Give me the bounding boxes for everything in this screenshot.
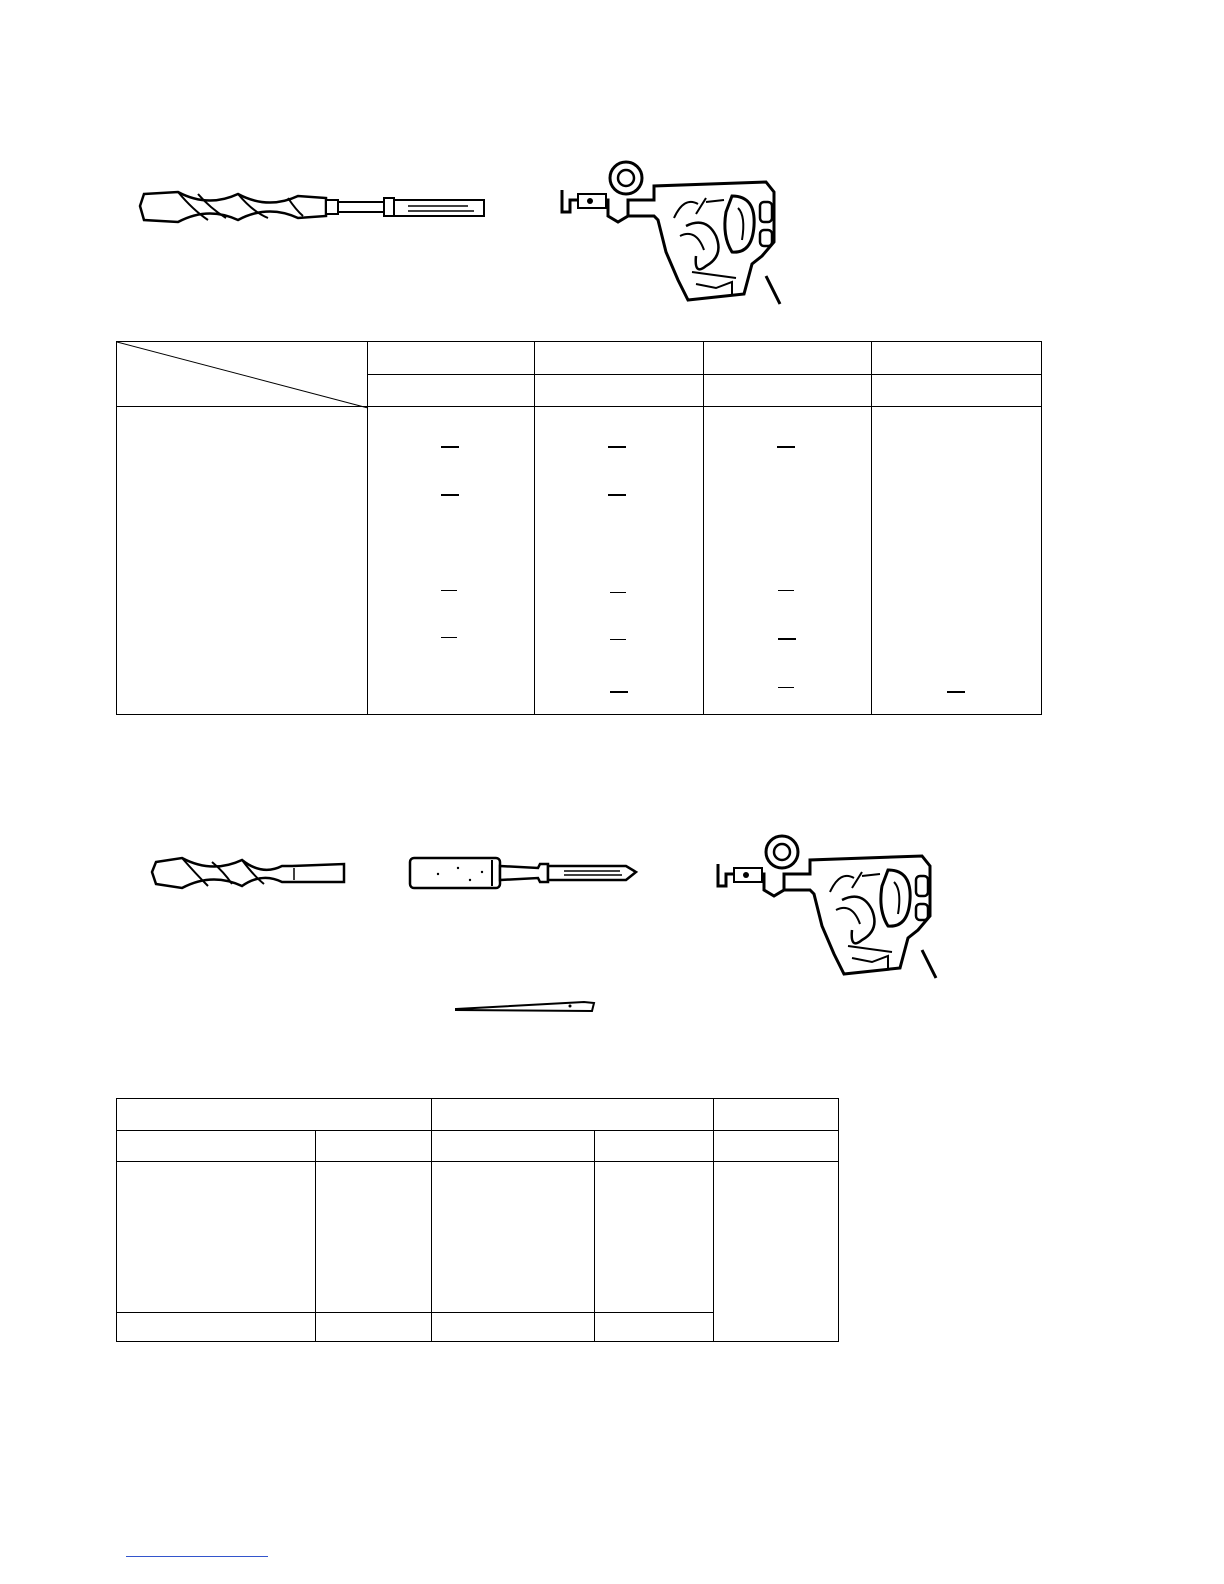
dash-mark: [778, 687, 794, 688]
table1-subheader-cell: [535, 375, 704, 407]
rotary-hammer-icon: [556, 156, 786, 308]
rotary-hammer-icon: [712, 830, 942, 982]
table2-body-cell: [432, 1313, 595, 1342]
dash-mark: [610, 592, 626, 593]
table2-body-cell: [432, 1162, 595, 1313]
table1-row-label-cell: [117, 407, 368, 715]
tapered-drill-bit-icon: [152, 854, 348, 890]
table2-subheader-cell: [316, 1131, 432, 1162]
table1-grid: [116, 341, 1042, 715]
dash-mark: [778, 590, 794, 591]
table2-body-cell: [595, 1313, 714, 1342]
cotter-wedge-icon: [454, 1000, 598, 1016]
table1-corner-cell: [117, 342, 368, 407]
table2-subheader-cell: [432, 1131, 595, 1162]
table2-subheader-cell: [117, 1131, 316, 1162]
table2-grid: [116, 1098, 839, 1342]
table2-header-cell: [714, 1099, 839, 1131]
dash-mark: [441, 637, 457, 638]
dash-mark: [608, 494, 626, 496]
table1-subheader-cell: [368, 375, 535, 407]
dash-mark: [608, 446, 626, 448]
table2-body-cell: [316, 1162, 432, 1313]
dash-mark: [947, 691, 965, 693]
table2-header-cell: [117, 1099, 432, 1131]
table1-body-cell: [872, 407, 1042, 715]
table1-body-cell: [704, 407, 872, 715]
table1-body-cell: [368, 407, 535, 715]
dash-mark: [610, 691, 628, 693]
table2-body-cell: [714, 1162, 839, 1342]
table1-header-cell: [368, 342, 535, 375]
table2-subheader-cell: [714, 1131, 839, 1162]
table1-header-cell: [535, 342, 704, 375]
table2-header-cell: [432, 1099, 714, 1131]
dash-mark: [441, 494, 459, 496]
dash-mark: [777, 446, 795, 448]
diagonal-divider: [117, 342, 368, 408]
dash-mark: [610, 639, 626, 640]
footer-link[interactable]: [126, 1556, 268, 1557]
dash-mark: [441, 446, 459, 448]
dash-mark: [778, 638, 796, 640]
sds-drill-bit-icon: [138, 186, 490, 226]
dash-mark: [441, 590, 457, 591]
table1-subheader-cell: [704, 375, 872, 407]
table2-body-cell: [117, 1162, 316, 1313]
table2-subheader-cell: [595, 1131, 714, 1162]
table1-subheader-cell: [872, 375, 1042, 407]
compatibility-table: [116, 341, 1041, 715]
taper-shank-adapter-icon: [408, 854, 640, 890]
table2-body-cell: [316, 1313, 432, 1342]
specification-table: [116, 1098, 838, 1341]
table1-body-cell: [535, 407, 704, 715]
table1-header-cell: [704, 342, 872, 375]
table2-body-cell: [595, 1162, 714, 1313]
table2-body-cell: [117, 1313, 316, 1342]
table1-header-cell: [872, 342, 1042, 375]
